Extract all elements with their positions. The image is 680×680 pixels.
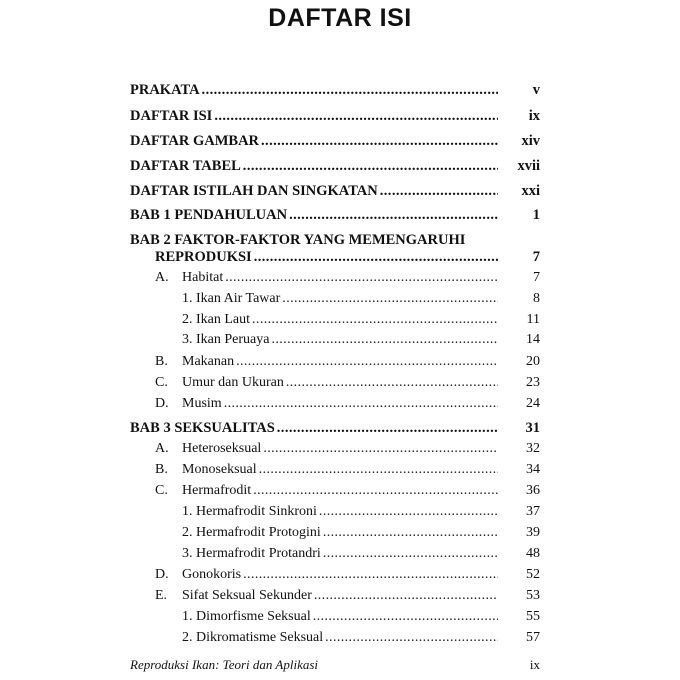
toc-entry-hermafrodit-protandri[interactable] [130,544,540,564]
toc-entry-dikromatisme-seksual[interactable] [130,628,540,648]
toc-entry-page: 7 [532,249,540,265]
toc-entry-bab-3[interactable] [130,418,540,438]
leader-dots [323,523,498,543]
toc-entry-monoseksual[interactable] [130,460,540,480]
toc-entry-daftar-isi[interactable] [130,106,540,126]
leader-dots [243,156,498,176]
toc-entry-letter: A. [155,270,169,285]
toc-entry-label [130,565,241,585]
toc-entry-label: 2. Ikan Laut [182,312,251,327]
leader-dots [325,628,498,648]
toc-entry-letter: C. [155,375,168,390]
leader-dots [289,205,498,225]
toc-entry-page: 24 [526,396,540,411]
toc-entry-label: DAFTAR ISI [130,108,213,124]
toc-entry-label [130,586,312,606]
toc-entry-text: Musim [182,396,222,411]
toc-entry-page: 31 [525,420,540,436]
leader-dots [282,289,498,309]
toc-entry-gonokoris[interactable] [130,565,540,585]
leader-dots [252,310,498,330]
toc-entry-letter: E. [155,588,168,603]
leader-dots [202,80,498,100]
leader-dots [225,268,498,288]
toc-entry-page: 37 [526,504,540,519]
toc-entry-label: BAB 3 SEKSUALITAS [130,420,275,436]
page-title: DAFTAR ISI [268,4,412,32]
toc-entry-label [130,439,261,459]
toc-entry-text: Gonokoris [182,567,242,582]
toc-entry-page: 34 [526,462,540,477]
toc-entry-page: 7 [533,270,540,285]
toc-entry-label: 3. Ikan Peruaya [182,332,270,347]
toc-entry-label: BAB 1 PENDAHULUAN [130,207,288,223]
toc-entry-page: ix [528,108,540,124]
toc-entry-text: Umur dan Ukuran [182,375,284,390]
leader-dots [214,106,498,126]
toc-entry-label [130,394,222,414]
toc-entry-label: DAFTAR ISTILAH DAN SINGKATAN [130,183,378,199]
toc-entry-bab-2[interactable] [130,247,540,267]
footer-book-title: Reproduksi Ikan: Teori dan Aplikasi [130,657,319,672]
toc-entry-letter: D. [155,567,169,582]
toc-entry-page: 48 [526,546,540,561]
leader-dots [319,502,498,522]
toc-entry-page: 53 [526,588,540,603]
toc-entry-ikan-air-tawar[interactable] [130,289,540,309]
toc-entry-page: 8 [533,291,540,306]
toc-entry-page: 20 [526,354,540,369]
toc-entry-text: Makanan [182,354,235,369]
toc-entry-bab-1[interactable] [130,205,540,225]
toc-entry-text: Hermafrodit [182,483,252,498]
leader-dots [243,565,498,585]
toc-entry-sifat-seksual-sekunder[interactable] [130,586,540,606]
toc-entry-letter: A. [155,441,169,456]
toc-entry-page: 11 [526,312,540,327]
toc-entry-musim[interactable] [130,394,540,414]
leader-dots [277,418,498,438]
toc-entry-ikan-peruaya[interactable] [130,330,540,350]
toc-entry-label: PRAKATA [130,82,200,98]
toc-entry-label [130,373,284,393]
toc-entry-heteroseksual[interactable] [130,439,540,459]
leader-dots [254,247,498,267]
leader-dots [253,481,498,501]
leader-dots [263,439,498,459]
toc-entry-dimorfisme-seksual[interactable] [130,607,540,627]
toc-entry-page: xvii [517,158,540,174]
toc-entry-page: 1 [532,207,540,223]
toc-entry-label: DAFTAR TABEL [130,158,241,174]
toc-entry-label: 1. Hermafrodit Sinkroni [182,504,317,519]
leader-dots [259,460,498,480]
toc-entry-page: 36 [526,483,540,498]
toc-entry-letter: D. [155,396,169,411]
toc-entry-label: 2. Hermafrodit Protogini [182,525,321,540]
toc-entry-label: 3. Hermafrodit Protandri [182,546,321,561]
page-footer [130,657,540,675]
toc-entry-label [130,268,223,288]
leader-dots [236,352,498,372]
leader-dots [380,181,498,201]
toc-entry-text: Habitat [182,270,224,285]
toc-entry-label: REPRODUKSI [155,249,252,265]
toc-entry-page: v [532,82,540,98]
toc-entry-daftar-tabel[interactable] [130,156,540,176]
toc-entry-letter: C. [155,483,168,498]
toc-entry-prakata[interactable] [130,80,540,100]
toc-entry-letter: B. [155,354,168,369]
leader-dots [323,544,498,564]
toc-entry-label [130,481,251,501]
toc-entry-habitat[interactable] [130,268,540,288]
toc-entry-daftar-istilah[interactable] [130,181,540,201]
toc-entry-text: Sifat Seksual Sekunder [182,588,312,603]
toc-entry-text: Heteroseksual [182,441,262,456]
toc-entry-label [130,352,234,372]
leader-dots [261,131,498,151]
toc-entry-hermafrodit-sinkroni[interactable] [130,502,540,522]
toc-entry-page: xxi [521,183,540,199]
toc-entry-ikan-laut[interactable] [130,310,540,330]
toc-entry-makanan[interactable] [130,352,540,372]
leader-dots [224,394,498,414]
leader-dots [286,373,498,393]
toc-entry-page: 23 [526,375,540,390]
toc-entry-label [130,460,257,480]
footer-page-number: ix [529,657,540,672]
toc-entry-letter: B. [155,462,168,477]
toc-entry-page: xiv [521,133,540,149]
toc-entry-umur-dan-ukuran[interactable] [130,373,540,393]
toc-entry-page: 57 [526,630,540,645]
toc-entry-page: 52 [526,567,540,582]
leader-dots [271,330,498,350]
toc-entry-hermafrodit[interactable] [130,481,540,501]
toc-entry-label: 1. Dimorfisme Seksual [182,609,311,624]
toc-entry-page: 39 [526,525,540,540]
toc-entry-page: 55 [526,609,540,624]
toc-entry-page: 32 [526,441,540,456]
leader-dots [313,607,498,627]
toc-entry-page: 14 [526,332,540,347]
toc-entry-label: 1. Ikan Air Tawar [182,291,281,306]
toc-entry-daftar-gambar[interactable] [130,131,540,151]
toc-entry-label: 2. Dikromatisme Seksual [182,630,324,645]
leader-dots [314,586,498,606]
toc-entry-label: BAB 2 FAKTOR-FAKTOR YANG MEMENGARUHI [130,232,466,248]
toc-entry-text: Monoseksual [182,462,257,477]
toc-entry-hermafrodit-protogini[interactable] [130,523,540,543]
toc-entry-label: DAFTAR GAMBAR [130,133,260,149]
